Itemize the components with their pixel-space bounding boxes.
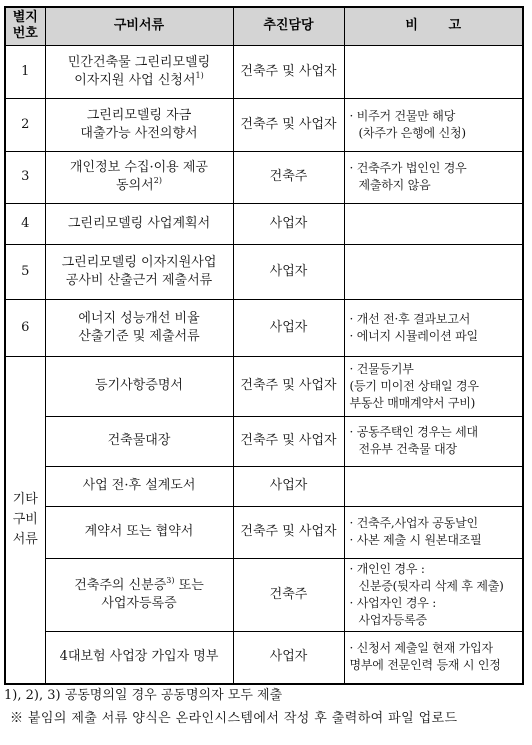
- cell-document: [45, 631, 233, 684]
- footnote-upload-note: ※ 붙임의 제출 서류 양식은 온라인시스템에서 작성 후 출력하여 파일 업로드: [10, 711, 458, 726]
- document-line: 건축물대장: [107, 433, 171, 448]
- remark-line: · 에너지 시뮬레이션 파일: [349, 328, 478, 343]
- table-row: [5, 45, 523, 98]
- cell-document: [45, 203, 233, 244]
- footnote-marker: 1): [195, 70, 204, 80]
- document-line: 산출기준 및 제출서류: [78, 328, 200, 344]
- document-line: 사업자등록증: [101, 595, 177, 611]
- cell-remarks: [344, 203, 523, 244]
- table-row: [5, 506, 523, 558]
- cell-document: [45, 98, 233, 151]
- remark-line: · 건물등기부: [349, 361, 414, 376]
- cell-group-label: [5, 356, 45, 684]
- cell-document: [45, 151, 233, 203]
- remark-line: · 비주거 건물만 해당: [349, 108, 456, 123]
- table-row: [5, 203, 523, 244]
- document-line: 그린리모델링 자금: [86, 107, 192, 123]
- remark-line: · 사본 제출 시 원본대조필: [349, 533, 482, 547]
- cell-number: 4: [5, 203, 45, 244]
- table-row: [5, 299, 523, 356]
- document-text: 이자지원 사업 신청서: [74, 72, 196, 88]
- cell-remarks: [344, 416, 523, 466]
- cell-responsible: 사업자: [233, 244, 344, 299]
- cell-remarks: [344, 45, 523, 98]
- table-row: [5, 466, 523, 506]
- footnote-marker: 3): [166, 575, 175, 585]
- document-line: 민간건축물 그린리모델링: [67, 54, 211, 70]
- cell-document: [45, 506, 233, 558]
- remark-line: · 건축주가 법인인 경우: [349, 161, 467, 175]
- cell-responsible: 사업자: [233, 299, 344, 356]
- document-line: [49, 177, 230, 195]
- table-row: [5, 558, 523, 631]
- cell-number: 5: [5, 244, 45, 299]
- cell-responsible: 사업자: [233, 466, 344, 506]
- remark-line: · 신청서 제출일 현재 가입자: [349, 641, 493, 656]
- cell-document: [45, 244, 233, 299]
- table-row: [5, 98, 523, 151]
- remark-line: · 사업자인 경우 :: [349, 595, 437, 610]
- cell-responsible: 사업자: [233, 203, 344, 244]
- footnote-joint-ownership: 1), 2), 3) 공동명의일 경우 공동명의자 모두 제출: [4, 688, 283, 703]
- table-row: [5, 416, 523, 466]
- remark-line: · 개인인 경우 :: [349, 561, 425, 576]
- table-row: [5, 631, 523, 684]
- cell-remarks: [344, 299, 523, 356]
- cell-number: 2: [5, 98, 45, 151]
- document-text: 또는: [174, 577, 204, 593]
- cell-remarks: [344, 356, 523, 416]
- document-line: 그린리모델링 사업계획서: [67, 215, 211, 231]
- cell-number: 3: [5, 151, 45, 203]
- cell-number: 1: [5, 45, 45, 98]
- header-number-line: 번호: [12, 26, 38, 42]
- cell-document: [45, 558, 233, 631]
- remark-line: 부동산 매매계약서 구비): [349, 395, 476, 410]
- table-body: [5, 45, 523, 684]
- cell-remarks: [344, 558, 523, 631]
- remark-line: 명부에 전문인력 등재 시 인정: [349, 658, 501, 673]
- document-text: 동의서: [116, 178, 154, 193]
- remark-line: (차주가 은행에 신청): [358, 125, 466, 140]
- document-line: [49, 577, 230, 595]
- remark-line: 신분증(뒷자리 삭제 후 제출): [358, 578, 504, 593]
- cell-responsible: 건축주 및 사업자: [233, 506, 344, 558]
- header-number-line: 별지: [12, 10, 38, 26]
- document-line: 그린리모델링 이자지원사업: [61, 254, 217, 270]
- cell-responsible: 건축주 및 사업자: [233, 98, 344, 151]
- table-row: [5, 151, 523, 203]
- cell-remarks: [344, 98, 523, 151]
- remark-line: 제출하지 않음: [358, 178, 431, 192]
- cell-responsible: 건축주: [233, 151, 344, 203]
- requirements-table: [4, 6, 524, 685]
- table-header-row: [5, 7, 523, 45]
- cell-document: [45, 416, 233, 466]
- remark-line: · 건축주,사업자 공동날인: [349, 516, 478, 530]
- document-line: 계약서 또는 협약서: [84, 524, 194, 539]
- table-head: [5, 7, 523, 45]
- cell-responsible: 사업자: [233, 631, 344, 684]
- document-line: [49, 72, 230, 90]
- document-line: 대출가능 사전의향서: [80, 125, 198, 141]
- header-cell-remarks: 비 고: [344, 7, 523, 45]
- cell-responsible: 건축주 및 사업자: [233, 356, 344, 416]
- document-line: 등기사항증명서: [95, 378, 183, 393]
- header-cell-responsible: 추진담당: [233, 7, 344, 45]
- cell-document: [45, 356, 233, 416]
- remark-line: 사업자등록증: [358, 612, 427, 627]
- header-cell-documents: 구비서류: [45, 7, 233, 45]
- header-cell-number: [5, 7, 45, 45]
- document-line: 개인정보 수집·이용 제공: [70, 160, 208, 175]
- cell-responsible: 건축주: [233, 558, 344, 631]
- document-text: 건축주의 신분증: [74, 577, 167, 593]
- table-row: [5, 244, 523, 299]
- document-line: 공사비 산출근거 제출서류: [65, 272, 213, 288]
- cell-document: [45, 45, 233, 98]
- group-label-line: 서류: [12, 531, 38, 547]
- cell-remarks: [344, 506, 523, 558]
- cell-remarks: [344, 244, 523, 299]
- remark-line: · 공동주택인 경우는 세대: [349, 425, 478, 439]
- footnote-marker: 2): [153, 176, 162, 185]
- cell-responsible: 건축주 및 사업자: [233, 416, 344, 466]
- cell-remarks: [344, 631, 523, 684]
- cell-remarks: [344, 151, 523, 203]
- cell-document: [45, 299, 233, 356]
- remark-line: (등기 미이전 상태일 경우: [349, 378, 479, 393]
- cell-remarks: [344, 466, 523, 506]
- document-line: 사업 전·후 설계도서: [82, 478, 196, 493]
- document-line: 에너지 성능개선 비율: [78, 310, 200, 326]
- table-row: [5, 356, 523, 416]
- cell-document: [45, 466, 233, 506]
- remark-line: 전유부 건축물 대장: [358, 442, 457, 456]
- document-line: 4대보험 사업장 가입자 명부: [59, 649, 219, 665]
- group-label-line: 기타: [12, 491, 38, 507]
- cell-responsible: 건축주 및 사업자: [233, 45, 344, 98]
- cell-number: 6: [5, 299, 45, 356]
- remark-line: · 개선 전·후 결과보고서: [349, 311, 471, 326]
- group-label-line: 구비: [12, 511, 38, 527]
